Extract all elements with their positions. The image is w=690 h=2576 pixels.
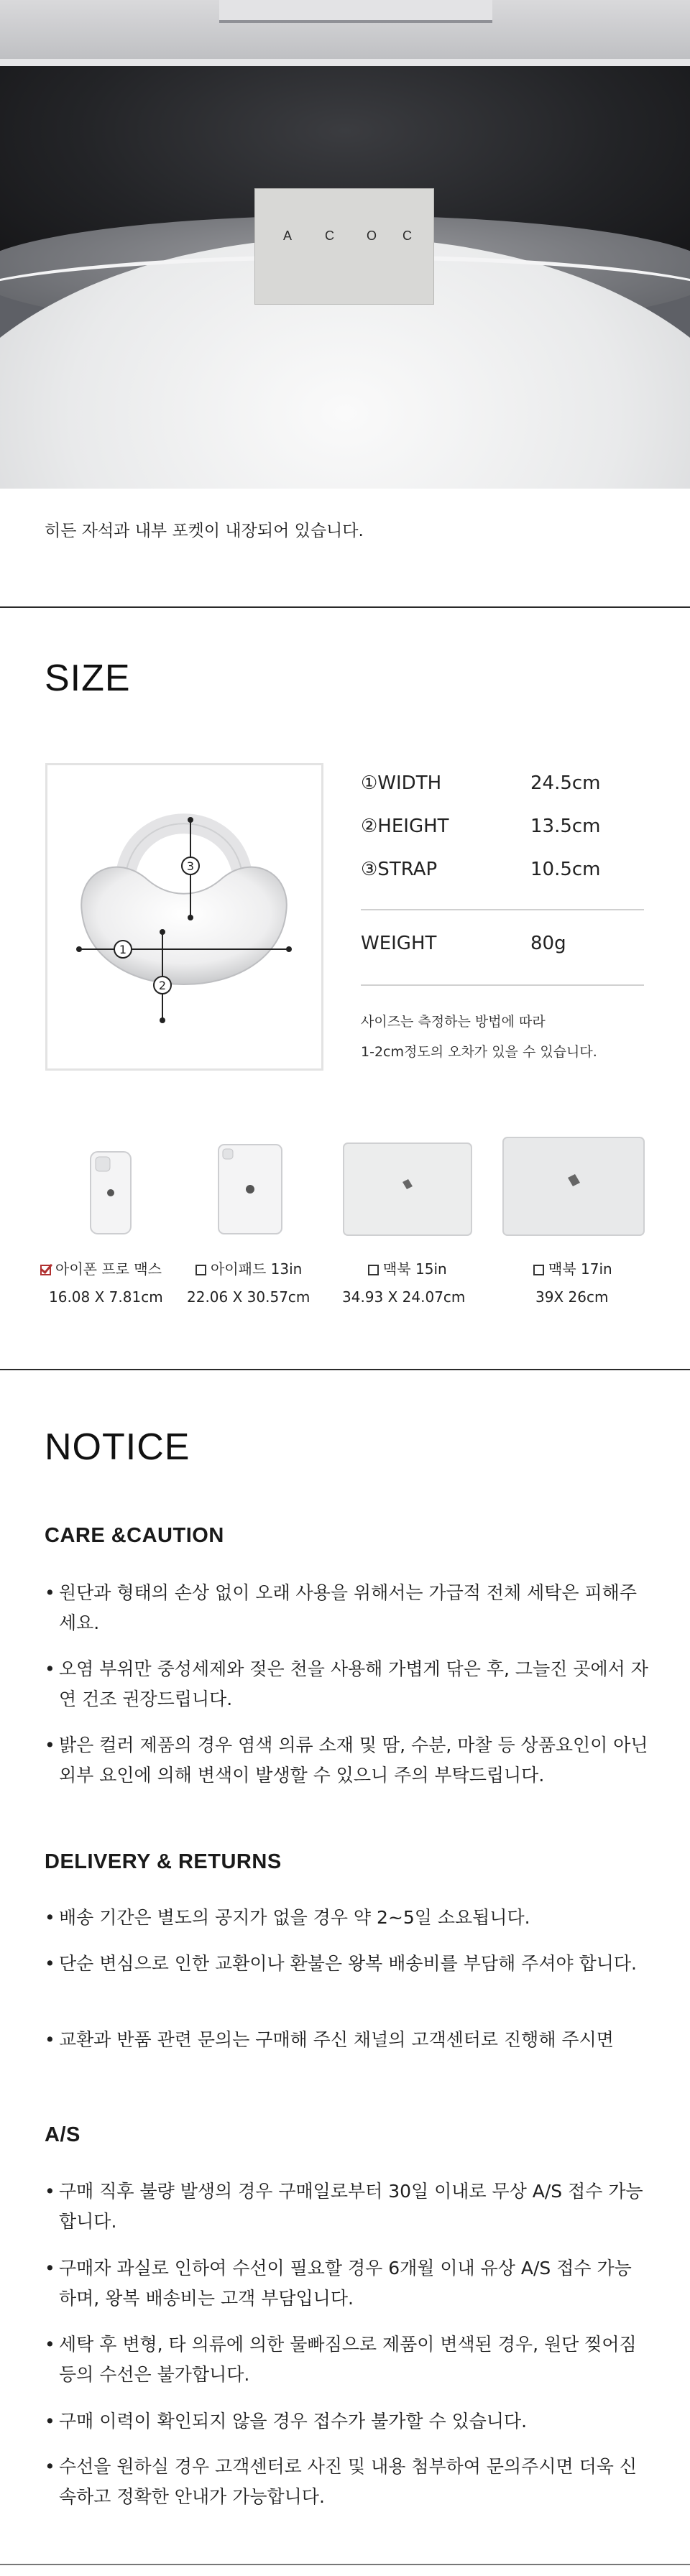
checkbox-icon	[196, 1265, 206, 1275]
brand-label-tag	[254, 188, 434, 305]
as-heading: A/S	[45, 2123, 80, 2146]
list-item: • 구매자 과실로 인하여 수선이 필요할 경우 6개월 이내 유상 A/S 접수 가능하며, 왕복 배송비는 고객 부담입니다.	[45, 2258, 632, 2309]
size-title: SIZE	[45, 657, 131, 699]
section-divider	[0, 606, 690, 608]
device-ipad-option: 아이패드 13in	[196, 1257, 302, 1278]
macbook-17in-icon	[503, 1137, 644, 1235]
spec-strap-value: 10.5cm	[530, 859, 601, 880]
device-macbook15-option: 맥북 15in	[368, 1257, 447, 1278]
list-item: • 단순 변심으로 인한 교환이나 환불은 왕복 배송비를 부담해 주셔야 합니다.	[45, 1953, 637, 1974]
device-comparison-illustrations	[0, 1125, 690, 1239]
checkbox-checked-icon	[40, 1265, 51, 1275]
device-iphone-option: 아이폰 프로 맥스	[40, 1257, 162, 1278]
spec-divider	[361, 984, 644, 986]
device-macbook17-option: 맥북 17in	[533, 1257, 612, 1278]
bag-measure-illustration	[47, 765, 321, 1068]
list-item: • 밝은 컬러 제품의 경우 염색 의류 소재 및 땀, 수분, 마찰 등 상품요인이 아닌 외부 요인에 의해 변색이 발생할 수 있으니 주의 부탁드립니다.	[45, 1735, 648, 1786]
product-interior-photo	[0, 0, 690, 489]
brand-letter: C	[325, 228, 336, 243]
delivery-returns-heading: DELIVERY & RETURNS	[45, 1850, 282, 1873]
size-note-line: 1-2cm정도의 오차가 있을 수 있습니다.	[361, 1044, 597, 1060]
brand-letter: A	[283, 228, 294, 243]
section-divider	[0, 1369, 690, 1370]
size-diagram	[45, 763, 323, 1071]
iphone-pro-max-icon	[91, 1152, 131, 1234]
spec-weight-value: 80g	[530, 933, 566, 954]
list-item: • 구매 이력이 확인되지 않을 경우 접수가 불가할 수 있습니다.	[45, 2411, 528, 2432]
size-note-line: 사이즈는 측정하는 방법에 따라	[361, 1014, 546, 1030]
checkbox-icon	[533, 1265, 544, 1275]
list-item: • 세탁 후 변형, 타 의류에 의한 물빠짐으로 제품이 변색된 경우, 원단 찢어짐 등의 수선은 불가합니다.	[45, 2334, 637, 2385]
list-item: • 배송 기간은 별도의 공지가 없을 경우 약 2~5일 소요됩니다.	[45, 1907, 530, 1928]
marker-strap: 3	[186, 859, 195, 873]
device-macbook17-dims: 39X 26cm	[535, 1288, 609, 1306]
notice-title: NOTICE	[45, 1426, 190, 1468]
macbook-15in-icon	[344, 1143, 472, 1235]
spec-divider	[361, 909, 644, 910]
list-item: • 교환과 반품 관련 문의는 구매해 주신 채널의 고객센터로 진행해 주시면	[45, 2029, 614, 2050]
spec-strap-label: ③STRAP	[361, 859, 438, 880]
list-item: • 원단과 형태의 손상 없이 오래 사용을 위해서는 가급적 전체 세탁은 피해주세요.	[45, 1582, 637, 1633]
marker-height: 2	[158, 979, 167, 992]
spec-height-label: ②HEIGHT	[361, 816, 449, 837]
bottom-divider	[0, 2564, 690, 2565]
marker-width: 1	[119, 943, 127, 956]
device-macbook15-dims: 34.93 X 24.07cm	[342, 1288, 466, 1306]
checkbox-icon	[368, 1265, 379, 1275]
bag-flap	[0, 0, 690, 65]
device-iphone-dims: 16.08 X 7.81cm	[49, 1288, 163, 1306]
list-item: • 오염 부위만 중성세제와 젖은 천을 사용해 가볍게 닦은 후, 그늘진 곳에서 자연 건조 권장드립니다.	[45, 1658, 648, 1709]
spec-width-value: 24.5cm	[530, 772, 601, 794]
device-ipad-dims: 22.06 X 30.57cm	[187, 1288, 310, 1306]
ipad-13in-icon	[218, 1145, 282, 1234]
list-item: • 수선을 원하실 경우 고객센터로 사진 및 내용 첨부하여 문의주시면 더욱 신속하고 정확한 안내가 가능합니다.	[45, 2456, 637, 2507]
spec-width-label: ①WIDTH	[361, 772, 442, 794]
photo-caption: 히든 자석과 내부 포켓이 내장되어 있습니다.	[45, 522, 364, 540]
care-caution-heading: CARE &CAUTION	[45, 1524, 224, 1547]
brand-letter: O	[367, 228, 379, 243]
list-item: • 구매 직후 불량 발생의 경우 구매일로부터 30일 이내로 무상 A/S 접수 가능합니다.	[45, 2181, 643, 2232]
spec-weight-label: WEIGHT	[361, 933, 437, 954]
spec-height-value: 13.5cm	[530, 816, 601, 837]
brand-letter: C	[402, 228, 413, 243]
